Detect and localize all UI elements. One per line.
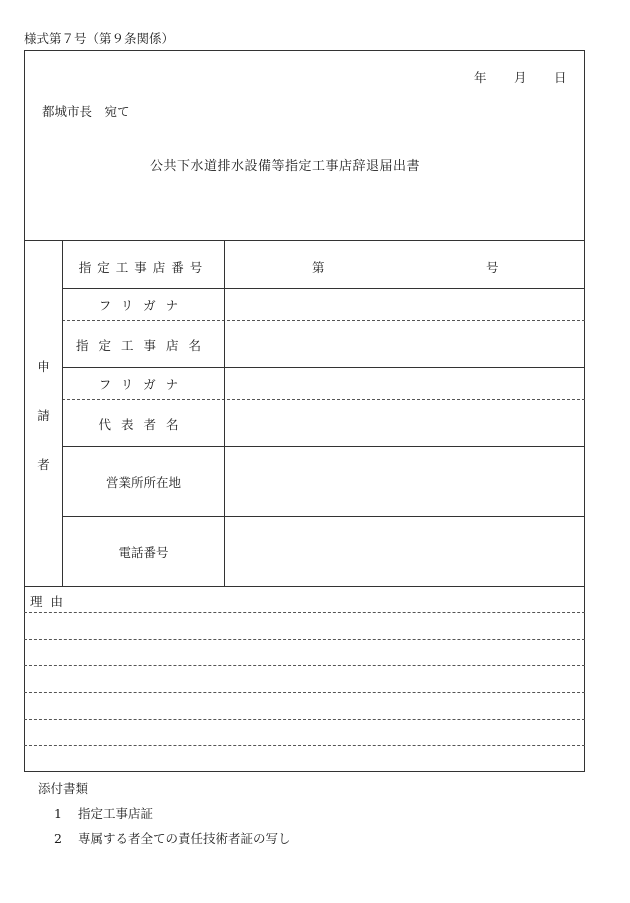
row-divider (62, 446, 585, 447)
store-furigana-label: フリガナ (98, 298, 189, 313)
representative-input[interactable] (226, 401, 584, 445)
attachment-text: 指定工事店証 (78, 806, 154, 821)
applicant-label-char: 者 (37, 457, 50, 472)
date-month-label: 月 (514, 70, 527, 85)
applicant-label-char: 請 (37, 408, 50, 423)
row-divider (62, 516, 585, 517)
attachment-item (54, 804, 153, 822)
store-number-prefix: 第 (312, 260, 325, 275)
reason-label: 理由 (30, 594, 72, 609)
representative-label: 代表者名 (98, 417, 189, 432)
furigana-divider (62, 320, 585, 321)
date-day-label: 日 (554, 70, 567, 85)
attachment-number: 2 (54, 831, 62, 846)
column-divider (62, 240, 63, 586)
reason-line (24, 612, 585, 613)
furigana-divider (62, 399, 585, 400)
attachment-item (54, 829, 291, 847)
phone-label: 電話番号 (118, 545, 169, 560)
attachment-text: 専属する者全ての責任技術者証の写し (78, 831, 291, 846)
reason-input[interactable] (28, 614, 580, 770)
rep-furigana-label: フリガナ (98, 377, 189, 392)
store-number-label: 指定工事店番号 (78, 260, 209, 275)
attachments-title: 添付書類 (38, 781, 89, 796)
row-divider (62, 288, 585, 289)
applicant-label-char: 申 (37, 359, 50, 374)
date-year-label: 年 (474, 70, 487, 85)
store-number-input[interactable] (330, 252, 480, 280)
section-divider (24, 586, 585, 587)
store-name-input[interactable] (226, 322, 584, 366)
store-furigana-input[interactable] (226, 290, 584, 319)
attachment-number: 1 (54, 806, 62, 821)
store-number-suffix: 号 (486, 260, 499, 275)
rep-furigana-input[interactable] (226, 369, 584, 398)
form-reference: 様式第７号（第９条関係） (24, 31, 175, 46)
section-divider (24, 240, 585, 241)
office-address-input[interactable] (226, 448, 584, 515)
store-name-label: 指定工事店名 (75, 338, 211, 353)
office-address-label: 営業所所在地 (105, 475, 181, 490)
column-divider (224, 240, 225, 586)
row-divider (62, 367, 585, 368)
phone-input[interactable] (226, 518, 584, 585)
recipient: 都城市長 宛て (42, 104, 130, 119)
document-title: 公共下水道排水設備等指定工事店辞退届出書 (150, 159, 421, 174)
